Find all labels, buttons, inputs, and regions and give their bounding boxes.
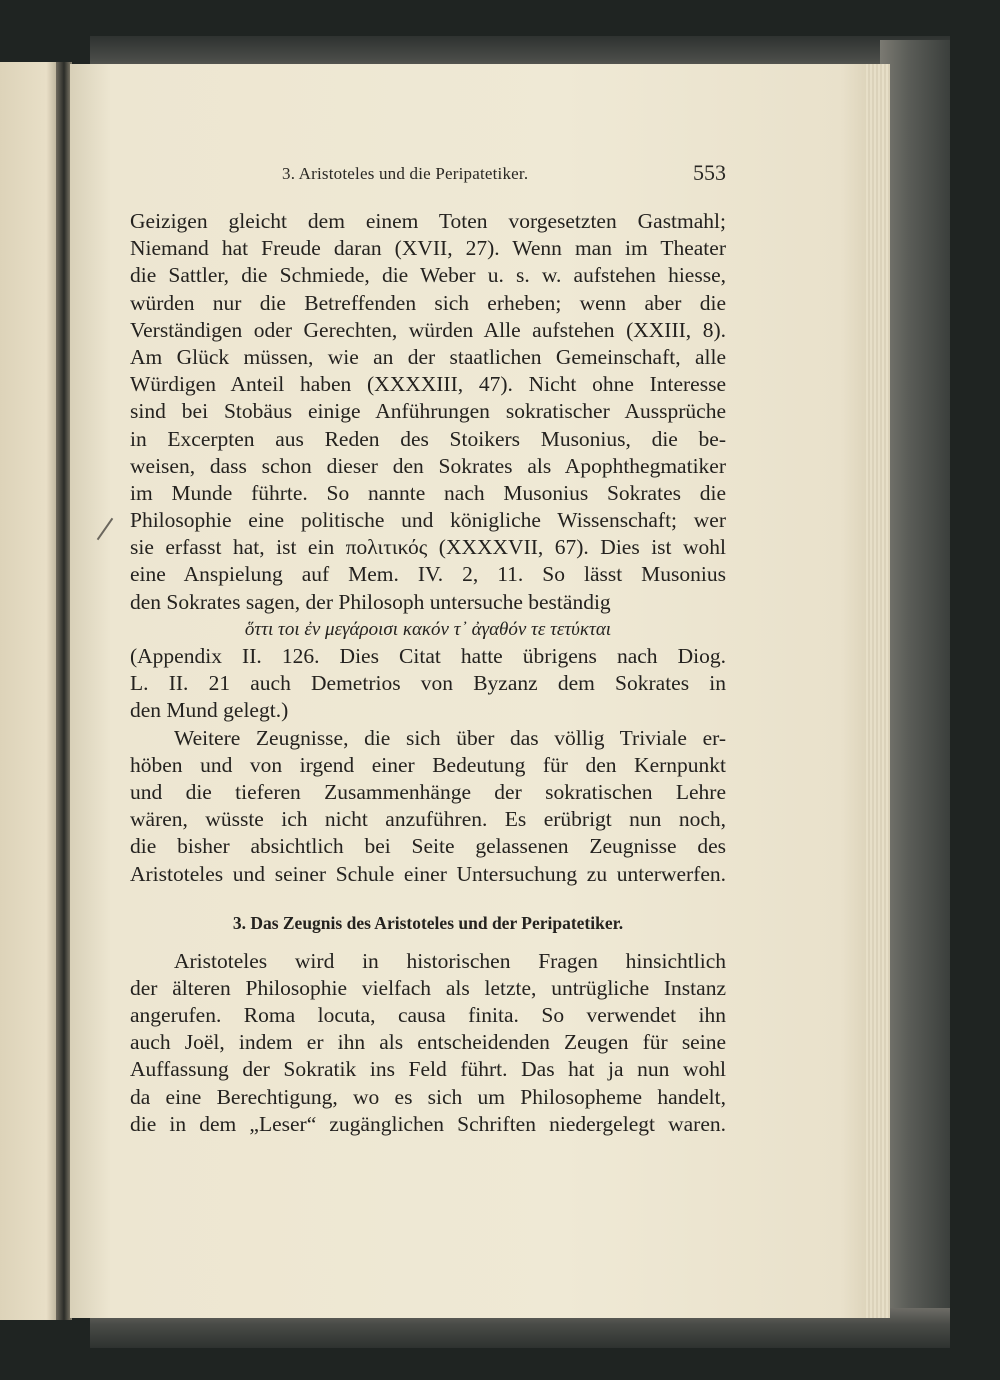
page-edges (866, 64, 890, 1318)
text-line: höben und von irgend einer Bedeutung für den Kernpunkt (130, 752, 726, 777)
page-header (130, 160, 726, 190)
text-line: Aristoteles und seiner Schule einer Untersuchung zu unterwerfen. (130, 861, 726, 886)
text-line: und die tieferen Zusammenhänge der sokratischen Lehre (130, 779, 726, 804)
text-line: wären, wüsste ich nicht anzuführen. Es erübrigt nun noch, (130, 807, 726, 832)
text-line: der älteren Philosophie vielfach als letzte, untrügliche Instanz (130, 975, 726, 1000)
text-line: auch Joël, indem er ihn als entscheidenden Zeugen für seine (130, 1030, 726, 1055)
text-line: eine Anspielung auf Mem. IV. 2, 11. So lässt Musonius (130, 562, 726, 587)
text-line: würden nur die Betreffenden sich erheben; wenn aber die (130, 290, 726, 315)
text-line: den Sokrates sagen, der Philosoph untersuche beständig (130, 589, 611, 614)
body-text (130, 208, 726, 1138)
text-line: den Mund gelegt.) (130, 698, 289, 723)
text-line: Auffassung der Sokratik ins Feld führt. Das hat ja nun wohl (130, 1057, 726, 1082)
text-line: sind bei Stobäus einige Anführungen sokratischer Aussprüche (130, 399, 726, 424)
text-line: L. II. 21 auch Demetrios von Byzanz dem Sokrates in (130, 671, 726, 696)
left-page-edge (0, 62, 58, 1320)
text-line: die bisher absichtlich bei Seite gelassenen Zeugnisse des (130, 834, 726, 859)
text-line: Geizigen gleicht dem einem Toten vorgesetzten Gastmahl; (130, 209, 726, 233)
running-title: 3. Aristoteles und die Peripatetiker. (282, 164, 529, 183)
page-number: 553 (693, 160, 726, 185)
text-line: Verständigen oder Gerechten, würden Alle aufstehen (XXIII, 8). (130, 317, 726, 342)
text-line: Würdigen Anteil haben (XXXXIII, 47). Nicht ohne Interesse (130, 372, 726, 397)
section-heading: 3. Das Zeugnis des Aristoteles und der Peripatetiker. (232, 912, 624, 933)
text-line: sie erfasst hat, ist ein πολιτικός (XXXXVII, 67). Dies ist wohl (130, 535, 726, 560)
text-line: Weitere Zeugnisse, die sich über das völlig Triviale er- (174, 725, 726, 750)
text-line: weisen, dass schon dieser den Sokrates als Apophthegmatiker (130, 453, 726, 478)
greek-quote: ὅττι τοι ἐν μεγάροισι κακόν τ᾽ ἀγαθόν τε τετύκται (244, 618, 612, 640)
text-line: Niemand hat Freude daran (XVII, 27). Wenn man im Theater (130, 236, 726, 261)
text-line: die in dem „Leser“ zugänglichen Schriften niedergelegt waren. (130, 1111, 726, 1136)
book-cover-right (880, 40, 950, 1340)
text-line: im Munde führte. So nannte nach Musonius Sokrates die (130, 480, 726, 505)
text-line: angerufen. Roma locuta, causa finita. So verwendet ihn (130, 1003, 726, 1028)
text-line: Philosophie eine politische und königliche Wissenschaft; wer (130, 508, 726, 533)
text-line: in Excerpten aus Reden des Stoikers Musonius, die be- (130, 426, 726, 451)
text-line: (Appendix II. 126. Dies Citat hatte übrigens nach Diog. (130, 644, 726, 668)
text-line: Aristoteles wird in historischen Fragen hinsichtlich (174, 948, 726, 973)
text-line: da eine Berechtigung, wo es sich um Philosopheme handelt, (130, 1084, 726, 1109)
text-line: die Sattler, die Schmiede, die Weber u. s. w. aufstehen hiesse, (130, 263, 726, 288)
text-line: Am Glück müssen, wie an der staatlichen Gemeinschaft, alle (130, 344, 726, 369)
